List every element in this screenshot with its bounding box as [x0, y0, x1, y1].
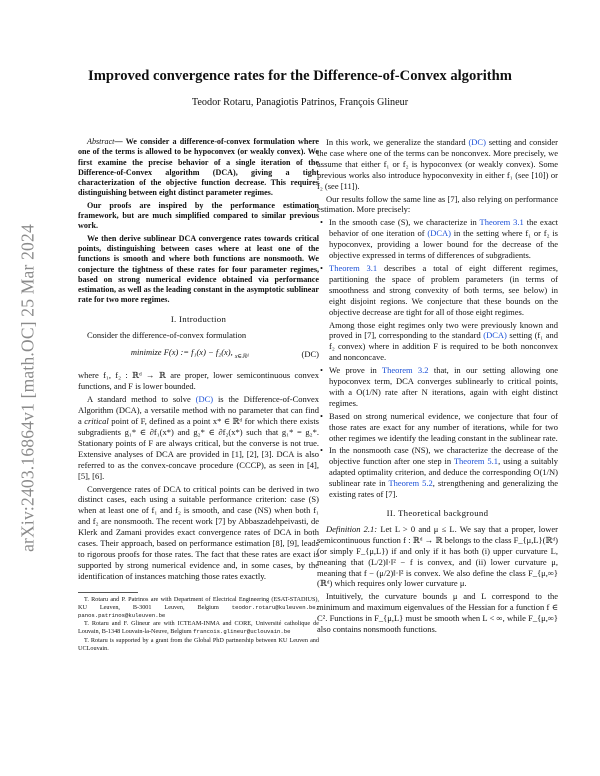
theorem-3-1-link[interactable]: Theorem 3.1	[479, 217, 524, 228]
right-column	[317, 137, 558, 637]
right-paragraph-last: Intuitively, the curvature bounds μ and L correspond to the minimum and maximum eigenvalues of the Hessian for a function f ∈ C². Functions in F_{μ,L} must be smooth when L < ∞, while F_{μ,∞} also contains nonsmooth functions.	[317, 591, 558, 635]
footnote-1: T. Rotaru and P. Patrinos are with Department of Electrical Engineering (ESAT-STADIUS), KU Leuven, B-3001 Leuven, Belgium teodor.rotaru@kuleuven.be; panos.patrinos@kuleuven.be	[78, 595, 320, 619]
abstract	[78, 137, 319, 306]
abstract-paragraph-3: We then derive sublinear DCA convergence rates towards critical points, distinguishing between cases where at least one of the functions is smooth and where both functions are nonsmooth. We conjecture the tightness of these rates for four parameter regimes, based on strong numerical evidence obtained via performance estimation, as well as the leading constant in the asymptotic sublinear rate for two more regimes.	[78, 233, 319, 305]
abstract-paragraph-2: Our proofs are inspired by the performance estimation framework, but are much simplified compared to similar previous work.	[78, 200, 319, 231]
contribution-item: • We prove in Theorem 3.2 that, in our setting allowing one hypoconvex term, DCA converges sublinearly to critical points, with a O(1/N) rate after N iterations, again with eight distinct regimes.	[317, 365, 558, 409]
section-2-title: II. Theoretical background	[386, 508, 489, 518]
equation-body: minimize F(x) := f₁(x) − f₂(x),	[130, 346, 233, 357]
arxiv-id: arXiv:2403.16864v1 [math.OC] 25 Mar 2024	[17, 224, 38, 552]
intro-paragraph-4: Convergence rates of DCA to critical points can be derived in two distinct cases, each using a suitable performance criterion: case (S) when at least one of f₁ and f₂ is smooth, and case (NS) when both f₁ and f₂ are nonsmooth. The recent work [7] by Abbaszadehpeivasti, de Klerk and Zamani provides exact convergence rates of DCA in both cases. Their approach, based on performance estimation [8], [9], leads to rigorous proofs for those rates. The fact that these rates are exact is supported by strong numerical evidence and, in some cases, by the identification of instances matching those rates exactly.	[78, 483, 319, 581]
dc-equation	[78, 347, 319, 363]
contributions-list	[317, 217, 558, 500]
footnote-2-email[interactable]: francois.glineur@uclouvain.be	[193, 628, 291, 636]
paper-authors: Teodor Rotaru, Panagiotis Patrinos, François Glineur	[191, 97, 409, 108]
intro-paragraph-3: A standard method to solve (DC) is the Difference-of-Convex Algorithm (DCA), a versatile method with no parameter that can find a critical point of F, defined as a point x* ∈ ℝᵈ for which there exists subgradients g₁* ∈ ∂f₁(x*) and g₂* ∈ ∂f₂(x*) such that g₁* = g₂*. Stationary points of F are always critical, but the converse is not true. Extensive analyses of DCA are provided in [1], [2], [3]. DCA is also referred to as the convex-concave procedure (CCCP), as seen in [4], [5], [6].	[78, 394, 320, 481]
contribution-item: • Based on strong numerical evidence, we conjecture that four of those rates are exact for any number of iterations, while for two other regimes we identify the leading constant in the sublinear rate.	[317, 411, 558, 444]
right-paragraph-1: In this work, we generalize the standard (DC) setting and consider the case where one of the terms can be nonconvex. More precisely, we assume that either f₁ or f₂ is hypoconvex (or weakly convex). Some previous works also introduce hypoconvexity in either f₁ (see [10]) or f₂ (see [11]).	[317, 137, 558, 191]
footnote-rule	[78, 592, 138, 593]
left-column	[78, 137, 319, 654]
theorem-5-1-link[interactable]: Theorem 5.1	[453, 456, 499, 467]
contribution-item: • Theorem 3.1 describes a total of eight different regimes, partitioning the space of problem parameters (in terms of smoothness and strong convexity of both terms, see below) in eight disjoint regions. We conjecture that these bounds on the objective decrease are tight for all of those eight regimes.	[317, 263, 558, 318]
contribution-item: • In the nonsmooth case (NS), we characterize the decrease of the objective function after one step in Theorem 5.1, using a suitably adapted optimality criterion, and deduce the corresponding O(1/N) sublinear rate in Theorem 5.2, strengthening and generalizing the existing rates of [7].	[317, 445, 558, 500]
theorem-3-1-link-2[interactable]: Theorem 3.1	[329, 262, 378, 273]
dc-link-2[interactable]: (DC)	[468, 137, 486, 147]
dca-link[interactable]: (DCA)	[427, 228, 451, 239]
dc-link[interactable]: (DC)	[195, 394, 214, 405]
abstract-paragraph-1: Abstract— We consider a difference-of-convex formulation where one of the terms is allowed to be hypoconvex (or weakly convex). We first examine the precise behavior of a single iteration of the Difference-of-Convex algorithm (DCA), giving a tight characterization of the objective function decrease. This requires distinguishing between eight distinct parameter regimes.	[78, 137, 319, 198]
footnote-3: T. Rotaru is supported by a grant from the Global PhD partnership between KU Leuven and UCLouvain.	[78, 637, 319, 653]
arxiv-stamp	[8, 178, 48, 598]
equation-tag: (DC)	[301, 349, 319, 360]
theorem-3-2-link[interactable]: Theorem 3.2	[381, 365, 429, 376]
theorem-5-2-link[interactable]: Theorem 5.2	[388, 478, 433, 489]
intro-paragraph-1: Consider the difference-of-convex formulation	[87, 329, 247, 340]
intro-paragraph-2: where f₁, f₂ : ℝᵈ → ℝ are proper, lower semicontinuous convex functions, and F is lower bounded.	[78, 370, 319, 392]
abstract-label: Abstract	[87, 137, 115, 146]
section-1-title: I. Introduction	[170, 313, 227, 324]
right-paragraph-2: Our results follow the same line as [7], also relying on performance estimation. More precisely:	[317, 193, 558, 215]
footnote-2: T. Rotaru and F. Glineur are with ICTEAM-INMA and CORE, Université catholique de Louvain, B-1348 Louvain-la-Neuve, Belgium francois.glineur@uclouvain.be	[78, 620, 319, 636]
contribution-item-continued: Among those eight regimes only two were previously known and proved in [7], corresponding to the standard (DCA) setting (f₁ and f₂ convex) where in addition F is required to be both nonconvex and nonconcave.	[329, 319, 558, 363]
contribution-item: • In the smooth case (S), we characterize in Theorem 3.1 the exact behavior of one iteration of (DCA) in the setting where f₁ or f₂ is hypoconvex, providing a lower bound for the decrease of the objective expressed in terms of differences of subgradients.	[317, 217, 558, 261]
paper-title: Improved convergence rates for the Difference-of-Convex algorithm	[88, 68, 512, 84]
dca-link-2[interactable]: (DCA)	[483, 330, 507, 341]
definition-2-1: Definition 2.1: Let L > 0 and μ ≤ L. We say that a proper, lower semicontinuous function f : ℝᵈ → ℝ belongs to the class F_{μ,L}(ℝᵈ) (or simply F_{μ,L}) if and only if it has both (i) upper curvature L, meaning that (L/2)‖·‖² − f is convex, and (ii) lower curvature μ, meaning that f − (μ/2)‖·‖² is convex. We also define the class F_{μ,∞}(ℝᵈ) which requires only lower curvature μ.	[317, 523, 558, 589]
footnotes	[78, 596, 319, 653]
footnote-1-email[interactable]: teodor.rotaru@kuleuven.be; panos.patrinos@kuleuven.be	[78, 603, 320, 619]
equation-subscript: x∈ℝᵈ	[234, 353, 249, 360]
definition-label: Definition 2.1:	[326, 523, 378, 534]
